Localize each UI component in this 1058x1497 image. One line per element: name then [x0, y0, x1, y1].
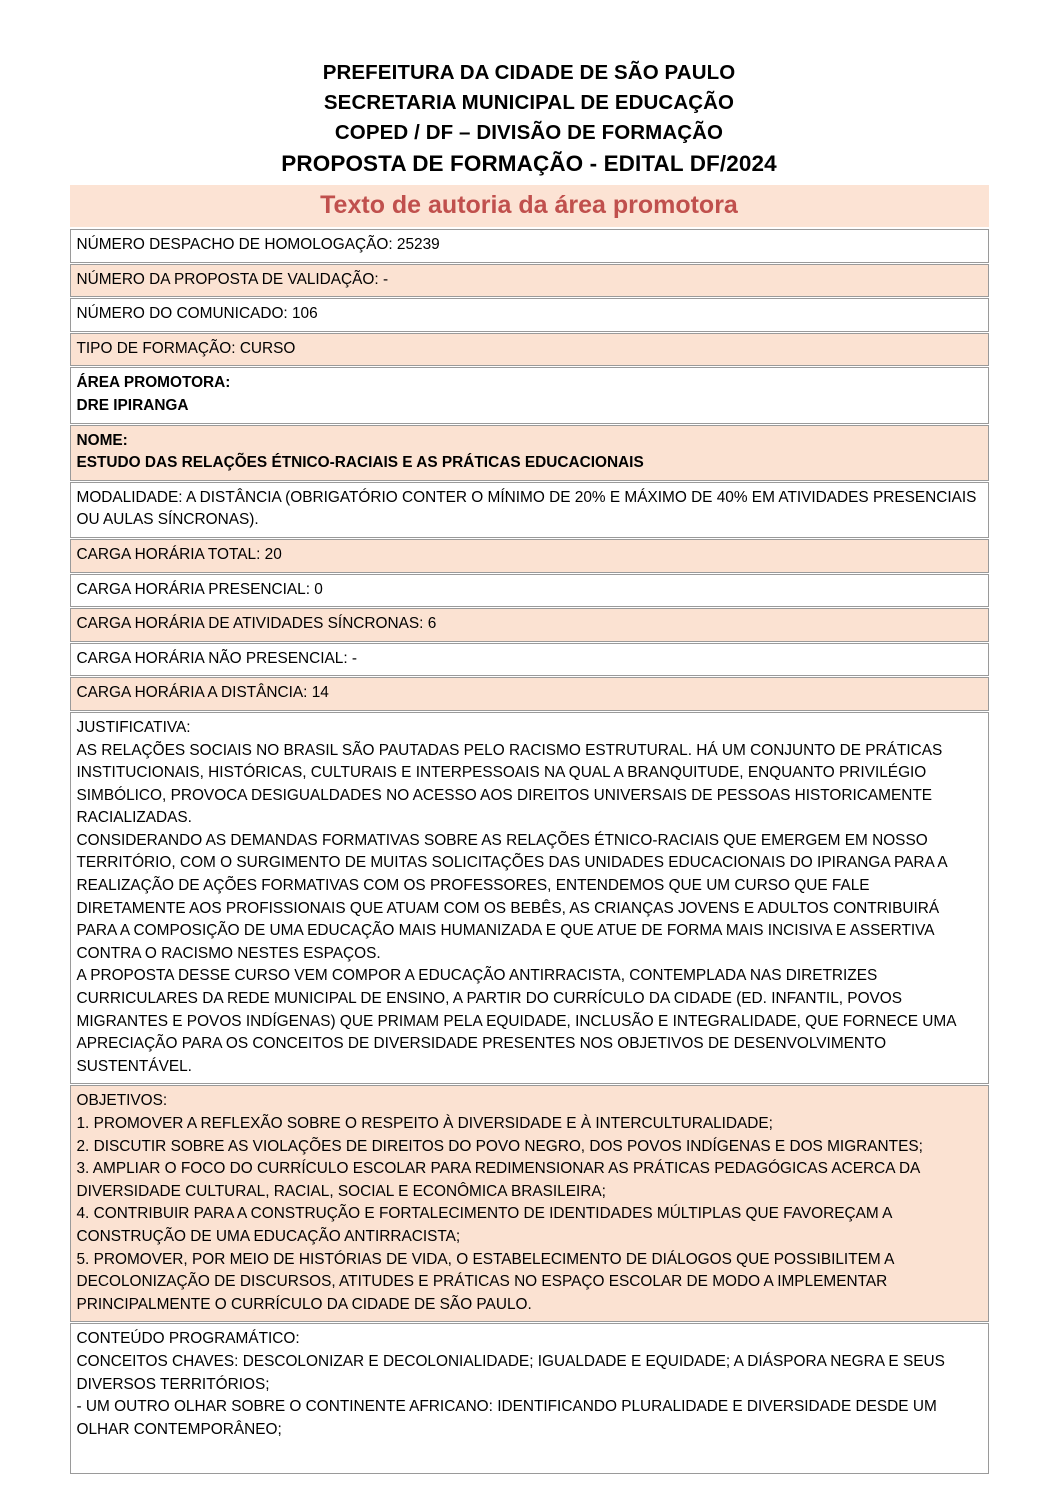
table-row [70, 333, 989, 367]
table-row [70, 1085, 989, 1322]
cell-text-line: 4. CONTRIBUIR PARA A CONSTRUÇÃO E FORTALECIMENTO DE IDENTIDADES MÚLTIPLAS QUE FAVOREÇAM A CONSTRUÇÃO DE UMA EDUCAÇÃO ANTIRRACISTA; [76, 1205, 892, 1245]
cell-justificativa [70, 712, 989, 1085]
header-line-coped: COPED / DF – DIVISÃO DE FORMAÇÃO [334, 121, 724, 144]
authorship-banner-text: Texto de autoria da área promotora [320, 191, 738, 219]
table-row [70, 482, 989, 538]
header-line-proposta: PROPOSTA DE FORMAÇÃO - EDITAL DF/2024 [281, 151, 777, 176]
table-row [70, 574, 989, 608]
header-line-secretaria: SECRETARIA MUNICIPAL DE EDUCAÇÃO [323, 91, 735, 114]
cell-numero-despacho-de-homologacao [70, 229, 989, 263]
cell-text-line: CONSIDERANDO AS DEMANDAS FORMATIVAS SOBRE AS RELAÇÕES ÉTNICO-RACIAIS QUE EMERGEM EM NOSSO TERRITÓRIO, COM O SURGIMENTO DE MUITAS SOLICITAÇÕES DAS UNIDADES EDUCACIONAIS DO IPIRANGA PARA A REALIZAÇÃO DE AÇÕES FORMATIVAS COM OS PROFESSORES, ENTENDEMOS QUE UM CURSO QUE FALE DIRETAMENTE AOS PROFISSIONAIS QUE ATUAM COM OS BEBÊS, AS CRIANÇAS JOVENS E ADULTOS CONTRIBUIRÁ PARA A COMPOSIÇÃO DE UMA EDUCAÇÃO MAIS HUMANIZADA E QUE ATUE DE FORMA MAIS INCISIVA E ASSERTIVA CONTRA O RACISMO NESTES ESPAÇOS. [76, 831, 947, 962]
cell-text-line: CARGA HORÁRIA NÃO PRESENCIAL: - [76, 649, 358, 667]
table-row [70, 298, 989, 332]
cell-text-line: MODALIDADE: A DISTÂNCIA (OBRIGATÓRIO CONTER O MÍNIMO DE 20% E MÁXIMO DE 40% EM ATIVIDADES PRESENCIAIS OU AULAS SÍNCRONAS). [76, 488, 977, 529]
cell-carga-horaria-de-atividades-sincronas [70, 608, 989, 642]
cell-numero-da-proposta-de-validacao [70, 264, 989, 298]
table-row [70, 367, 989, 423]
cell-nome [70, 425, 989, 481]
table-row [70, 425, 989, 481]
cell-tipo-de-formacao [70, 333, 989, 367]
header-line-prefeitura: PREFEITURA DA CIDADE DE SÃO PAULO [322, 61, 736, 84]
cell-text-line: 5. PROMOVER, POR MEIO DE HISTÓRIAS DE VIDA, O ESTABELECIMENTO DE DIÁLOGOS QUE POSSIBILITEM A DECOLONIZAÇÃO DE DISCURSOS, ATITUDES E PRÁTICAS NO ESPAÇO ESCOLAR DE MODO A IMPLEMENTAR PRINCIPALMENTE O CURRÍCULO DA CIDADE DE SÃO PAULO. [76, 1250, 894, 1313]
cell-text-line: AS RELAÇÕES SOCIAIS NO BRASIL SÃO PAUTADAS PELO RACISMO ESTRUTURAL. HÁ UM CONJUNTO DE PRÁTICAS INSTITUCIONAIS, HISTÓRICAS, CULTURAIS E INTERPESSOAIS NA QUAL A BRANQUITUDE, ENQUANTO PRIVILÉGIO SIMBÓLICO, PROVOCA DESIGUALDADES NO ACESSO AOS DIREITOS UNIVERSAIS DE PESSOAS HISTORICAMENTE RACIALIZADAS. [76, 741, 943, 827]
cell-text-line: - UM OUTRO OLHAR SOBRE O CONTINENTE AFRICANO: IDENTIFICANDO PLURALIDADE E DIVERSIDADE DESDE UM OLHAR CONTEMPORÂNEO; [76, 1398, 937, 1438]
table-row [70, 677, 989, 711]
cell-objetivos [70, 1085, 989, 1322]
cell-text-line: NÚMERO DESPACHO DE HOMOLOGAÇÃO: 25239 [76, 236, 440, 253]
cell-carga-horaria-total [70, 539, 989, 573]
cell-text-line: CONTEÚDO PROGRAMÁTICO: [76, 1330, 300, 1348]
document-header [0, 0, 1058, 180]
cell-text-line: CONCEITOS CHAVES: DESCOLONIZAR E DECOLONIALIDADE; IGUALDADE E EQUIDADE; A DIÁSPORA NEGRA E SEUS DIVERSOS TERRITÓRIOS; [76, 1352, 945, 1393]
table-row [70, 608, 989, 642]
cell-area-promotora [70, 367, 989, 423]
cell-text-line: NÚMERO DO COMUNICADO: 106 [76, 305, 318, 323]
cell-text-line: ÁREA PROMOTORA: [76, 374, 231, 392]
cell-text-line: TIPO DE FORMAÇÃO: CURSO [76, 339, 296, 357]
cell-text-line: CARGA HORÁRIA DE ATIVIDADES SÍNCRONAS: 6 [76, 615, 437, 633]
table-row [70, 643, 989, 677]
cell-text-line: 3. AMPLIAR O FOCO DO CURRÍCULO ESCOLAR PARA REDIMENSIONAR AS PRÁTICAS PEDAGÓGICAS ACERCA DA DIVERSIDADE CULTURAL, RACIAL, SOCIAL E ECONÔMICA BRASILEIRA; [76, 1160, 920, 1200]
cell-text-line: CARGA HORÁRIA PRESENCIAL: 0 [76, 580, 323, 598]
cell-carga-horaria-a-distancia [70, 677, 989, 711]
cell-text-line: NOME: [76, 431, 128, 449]
table-row [70, 264, 989, 298]
proposal-form-table [70, 228, 989, 1475]
cell-text-line: OBJETIVOS: [76, 1092, 168, 1110]
cell-text-line: 1. PROMOVER A REFLEXÃO SOBRE O RESPEITO À DIVERSIDADE E À INTERCULTURALIDADE; [76, 1115, 773, 1132]
authorship-banner [70, 185, 989, 227]
table-row [70, 539, 989, 573]
cell-text-line: CARGA HORÁRIA A DISTÂNCIA: 14 [76, 684, 329, 702]
table-row [70, 1323, 989, 1474]
cell-text-line: NÚMERO DA PROPOSTA DE VALIDAÇÃO: - [76, 270, 389, 288]
cell-conteudo-programatico [70, 1323, 989, 1474]
cell-text-line: ESTUDO DAS RELAÇÕES ÉTNICO-RACIAIS E AS PRÁTICAS EDUCACIONAIS [76, 454, 644, 472]
cell-numero-do-comunicado [70, 298, 989, 332]
table-row [70, 229, 989, 263]
cell-text-line: 2. DISCUTIR SOBRE AS VIOLAÇÕES DE DIREITOS DO POVO NEGRO, DOS POVOS INDÍGENAS E DOS MIGRANTES; [76, 1137, 923, 1155]
cell-text-line: A PROPOSTA DESSE CURSO VEM COMPOR A EDUCAÇÃO ANTIRRACISTA, CONTEMPLADA NAS DIRETRIZES CURRICULARES DA REDE MUNICIPAL DE ENSINO, A PARTIR DO CURRÍCULO DA CIDADE (ED. INFANTIL, POVOS MIGRANTES E POVOS INDÍGENAS) QUE PRIMAM PELA EQUIDADE, INCLUSÃO E INTEGRALIDADE, QUE FORNECE UMA APRECIAÇÃO PARA OS CONCEITOS DE DIVERSIDADE PRESENTES NOS OBJETIVOS DE DESENVOLVIMENTO SUSTENTÁVEL. [76, 967, 956, 1075]
cell-carga-horaria-presencial [70, 574, 989, 608]
cell-modalidade [70, 482, 989, 538]
cell-text-line: DRE IPIRANGA [76, 396, 189, 414]
cell-text-line: CARGA HORÁRIA TOTAL: 20 [76, 545, 282, 563]
cell-text-line: JUSTIFICATIVA: [76, 718, 191, 736]
cell-carga-horaria-nao-presencial [70, 643, 989, 677]
table-row [70, 712, 989, 1085]
